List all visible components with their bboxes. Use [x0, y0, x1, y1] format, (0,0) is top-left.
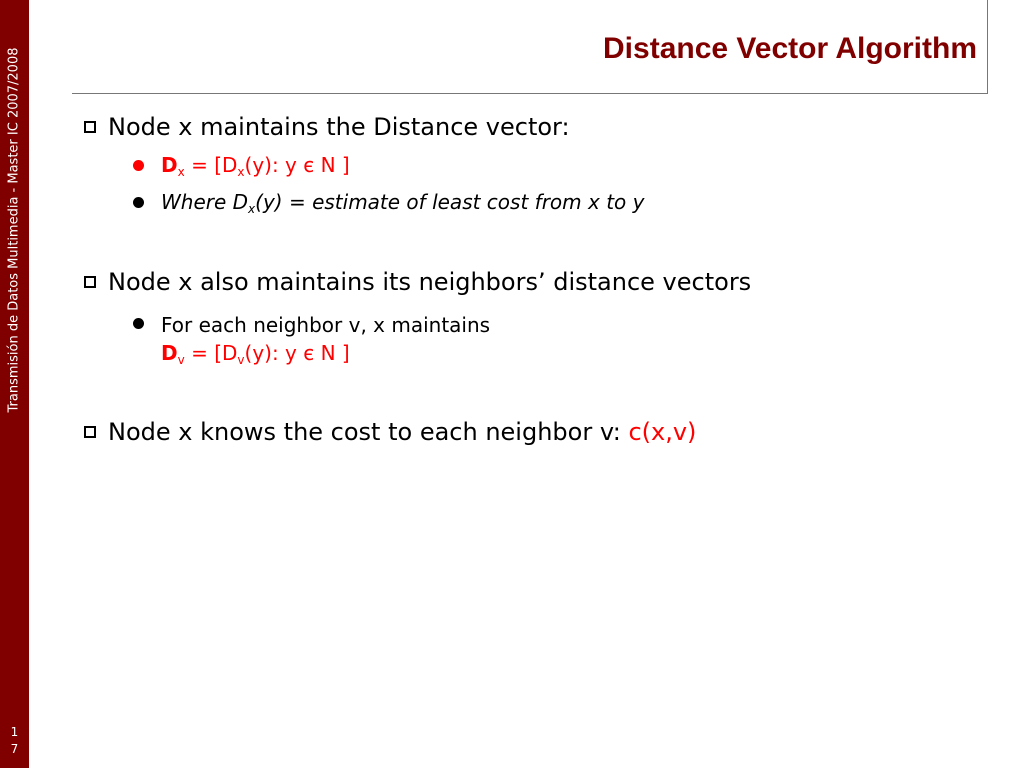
bullet-dot-icon — [133, 197, 144, 208]
sub-bullet-1-2 — [133, 190, 644, 214]
checkbox-square-icon — [84, 121, 96, 133]
sub-bullet-2-1 — [133, 311, 490, 367]
bullet-dot-icon — [133, 318, 144, 329]
dx-definition: Where $D_x(y)$ = estimate of least cost from x to y — [161, 190, 645, 216]
bullet-3-text: Node x knows the cost to each neighbor v: c(x,v) — [108, 418, 697, 446]
bullet-2 — [84, 268, 751, 296]
cost-highlight: c(x,v) — [628, 418, 697, 446]
bullet-1 — [84, 113, 570, 141]
bullet-2-text: Node x also maintains its neighbors’ distance vectors — [108, 268, 752, 296]
bullet-3 — [84, 418, 696, 446]
slide-number: 1 7 — [10, 725, 19, 756]
neighbor-vector-text: For each neighbor v, x maintains $D_v = [D_v(y)$: y є N ] — [161, 313, 491, 367]
bullet-1-text: Node x maintains the Distance vector: — [108, 113, 570, 141]
checkbox-square-icon — [84, 276, 96, 288]
bullet-dot-icon — [133, 160, 144, 171]
course-label: Transmisión de Datos Multimedia - Master IC 2007/2008 — [6, 47, 22, 413]
title-frame — [72, 0, 988, 94]
slide-title: Distance Vector Algorithm — [603, 32, 977, 65]
dx-formula: $D_x = [D_x(y)$: y є N ] — [161, 153, 350, 179]
sidebar — [0, 0, 29, 768]
sub-bullet-1-1 — [133, 153, 350, 177]
checkbox-square-icon — [84, 426, 96, 438]
